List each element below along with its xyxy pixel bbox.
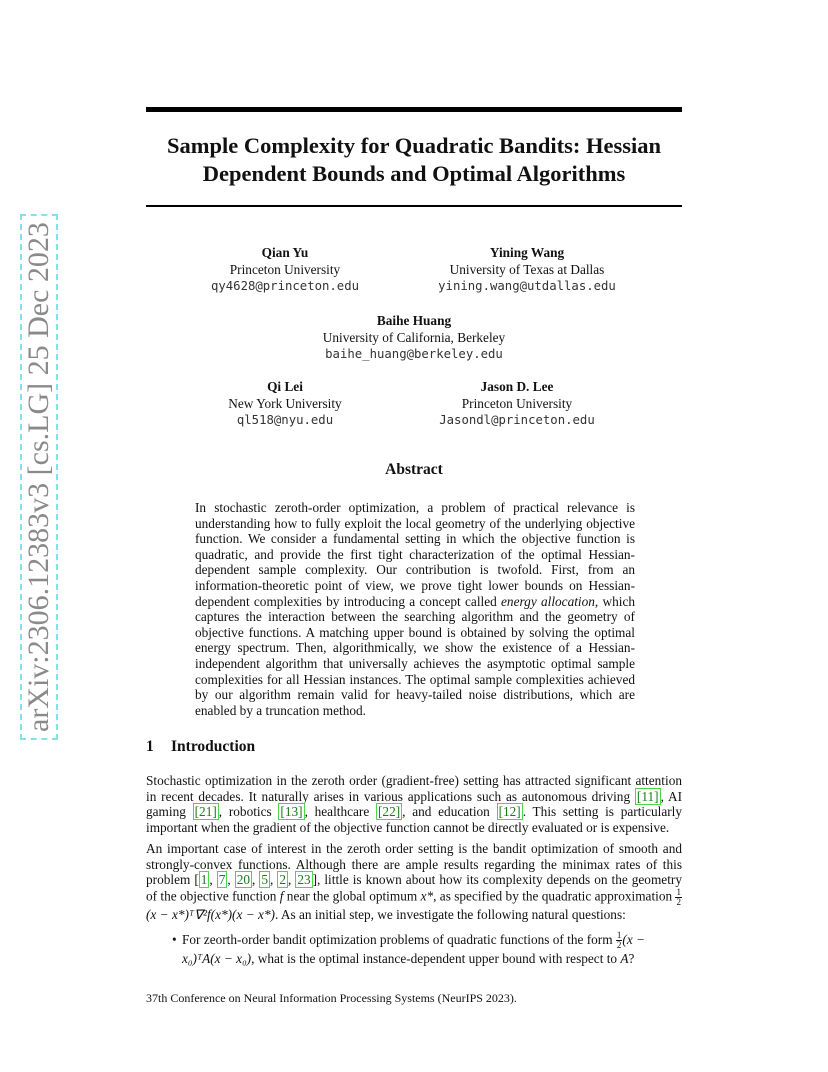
intro-paragraph-2: An important case of interest in the zeroth order setting is the bandit optimization of smooth and strongly-convex functions. Although there are ample results regarding the minimax rates of this problem [ 1 , 7 , 20 , 5 , 2 , 23 ], little is known about how its complexity depends on the geometry of the objective function f near the global optimum x*, as specified by the quadratic approximation $\frac{1}{2}$ (x − x*)ᵀ∇²f(x*)(x − x*). As an initial step, we investigate the following natural questions: (146, 841, 682, 922)
author-name: Qian Yu (261, 245, 309, 260)
citation-link[interactable]: [12] (498, 804, 521, 820)
fraction-numerator: 1 (676, 886, 681, 897)
abstract-text: , which captures the interaction between the searching algorithm and the geometry of objective functions. A matching upper bound is obtained by solving the optimal energy spectrum. Then, algorithmically, we show the existence of a Hessian-independent algorithm that universally achieves the asymptotic optimal sample complexities for all Hessian instances. The optimal sample complexities achieved by our algorithm remain valid for heavy-tailed noise distributions, which are enabled by a truncation method. (195, 593, 635, 718)
author-affiliation: University of California, Berkeley (322, 330, 506, 345)
abstract-text: In stochastic zeroth-order optimization, a problem of practical relevance is understanding how to fully exploit the local geometry of the underlying objective function. We consider a fundamental setting in which the objective function is quadratic, and provide the first tight characterization of the optimal Hessian-dependent sample complexity. Our contribution is twofold. First, from an information-theoretic point of view, we prove tight lower bounds on Hessian-dependent complexities by introducing a concept called (195, 500, 635, 609)
para-text: ? (628, 951, 635, 967)
para-text: , and education (402, 804, 497, 820)
author-name: Yining Wang (489, 245, 565, 260)
abstract-emphasis: energy allocation (501, 593, 595, 609)
fraction-numerator: 1 (616, 930, 622, 941)
citation-link[interactable]: 7 (218, 872, 226, 888)
citation-link[interactable]: 1 (200, 872, 208, 888)
author-block (200, 244, 370, 295)
citation-link[interactable]: 23 (297, 872, 311, 888)
para-text: An important case of interest in the zeroth order setting is the bandit optimization of smooth and strongly-convex functions. Although there are ample results regarding the minimax rates of this problem [ (146, 841, 682, 888)
section-title: Introduction (171, 738, 256, 755)
author-email[interactable]: ql518@nyu.edu (236, 413, 334, 427)
para-text: . As an initial step, we investigate the following natural questions: (274, 906, 626, 922)
author-block (417, 244, 637, 295)
citation-link[interactable]: 2 (279, 872, 286, 888)
author-block (417, 378, 617, 429)
author-email[interactable]: Jasondl@princeton.edu (439, 413, 595, 427)
para-text: ], little is known about how its complexity depends on the geometry of the objective function (146, 872, 682, 904)
fraction (675, 888, 682, 907)
intro-paragraph-1 (146, 773, 682, 835)
para-text: . This setting is particularly important when the gradient of the objective function cannot be directly evaluated or is expensive. (146, 804, 682, 835)
math-symbol: A (620, 951, 629, 967)
arxiv-stamp[interactable]: arXiv:2306.12383v3 [cs.LG] 25 Dec 2023 (20, 214, 58, 740)
fraction-denominator: 2 (616, 940, 622, 951)
section-heading (146, 738, 255, 756)
para-text: For zeorth-order bandit optimization problems of quadratic functions of the form (182, 932, 616, 947)
para-text: , healthcare (304, 804, 376, 820)
math-symbol: x* (420, 888, 434, 904)
math-expression: (x − x*)ᵀ∇²f(x*)(x − x*) (146, 906, 275, 922)
author-name: Jason D. Lee (480, 379, 554, 394)
author-affiliation: Princeton University (461, 396, 573, 411)
author-block (200, 378, 370, 429)
author-email[interactable]: baihe_huang@berkeley.edu (325, 347, 503, 361)
title-bottom-rule (146, 205, 682, 207)
para-text: near the global optimum (283, 888, 421, 904)
bullet-dot: • (172, 932, 177, 947)
title-line-1: Sample Complexity for Quadratic Bandits: Hessian (167, 133, 661, 158)
abstract-body (195, 500, 635, 718)
author-affiliation: Princeton University (229, 262, 341, 277)
section-number: 1 (146, 738, 154, 755)
author-email[interactable]: yining.wang@utdallas.edu (438, 279, 616, 293)
author-email[interactable]: qy4628@princeton.edu (210, 279, 360, 293)
conference-footer: 37th Conference on Neural Information Processing Systems (NeurIPS 2023). (146, 991, 517, 1005)
citation-link[interactable]: [13] (280, 804, 303, 820)
fraction-denominator: 2 (676, 896, 681, 907)
title-line-2: Dependent Bounds and Optimal Algorithms (202, 161, 626, 186)
author-affiliation: University of Texas at Dallas (449, 262, 605, 277)
paper-title (146, 132, 682, 188)
abstract-heading: Abstract (385, 461, 443, 478)
citation-link[interactable]: 20 (236, 872, 251, 888)
citation-link[interactable]: [21] (194, 804, 217, 820)
author-name: Qi Lei (267, 379, 303, 394)
para-text: Stochastic optimization in the zeroth order (gradient-free) setting has attracted significant attention in recent decades. It naturally arises in various applications such as autonomous driving (146, 773, 682, 804)
citation-link[interactable]: [22] (378, 804, 401, 820)
para-text: , robotics (218, 804, 279, 820)
author-affiliation: New York University (228, 396, 342, 411)
math-symbol: f (279, 888, 284, 904)
para-text: , AI gaming (146, 788, 682, 820)
question-bullet (172, 930, 682, 967)
citation-link[interactable]: [11] (636, 788, 659, 804)
author-block (294, 312, 534, 363)
author-name: Baihe Huang (376, 313, 452, 328)
citation-link[interactable]: 5 (261, 872, 268, 888)
math-expression: (x − x₀)ᵀA(x − x₀) (182, 932, 646, 967)
para-text: , what is the optimal instance-dependent upper bound with respect to (251, 951, 621, 967)
title-top-rule (146, 107, 682, 112)
para-text: , as specified by the quadratic approximation (433, 888, 676, 904)
